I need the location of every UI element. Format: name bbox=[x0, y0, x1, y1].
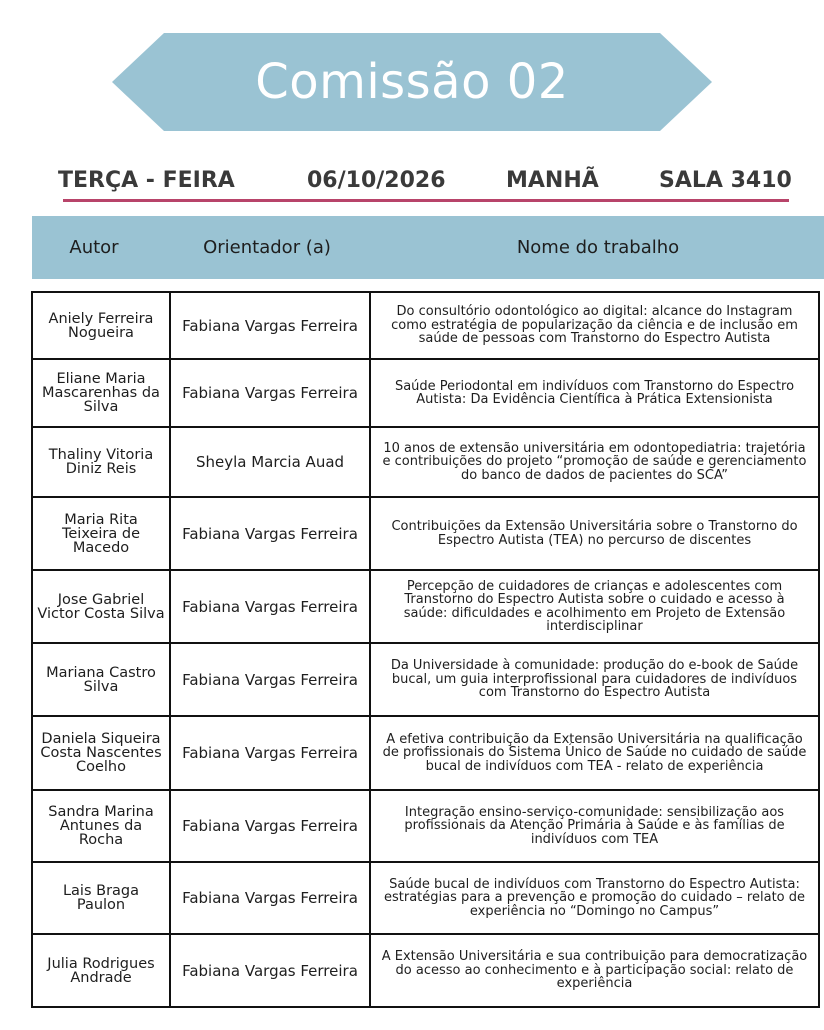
date-label: 06/10/2026 bbox=[307, 168, 446, 193]
author-cell: Eliane Maria Mascarenhas da Silva bbox=[32, 359, 170, 427]
author-cell: Aniely Ferreira Nogueira bbox=[32, 292, 170, 359]
author-cell: Daniela Siqueira Costa Nascentes Coelho bbox=[32, 716, 170, 790]
author-cell: Julia Rodrigues Andrade bbox=[32, 934, 170, 1007]
author-cell: Maria Rita Teixeira de Macedo bbox=[32, 497, 170, 570]
advisor-cell: Fabiana Vargas Ferreira bbox=[170, 862, 370, 934]
advisor-cell: Fabiana Vargas Ferreira bbox=[170, 359, 370, 427]
table-row bbox=[32, 427, 819, 497]
work-title-cell: A Extensão Universitária e sua contribuição para democratização do acesso ao conhecimento e à participação social: relato de experiência bbox=[370, 934, 819, 1007]
table-row bbox=[32, 643, 819, 716]
title-banner bbox=[112, 33, 712, 131]
author-cell: Mariana Castro Silva bbox=[32, 643, 170, 716]
work-title-cell: Do consultório odontológico ao digital: alcance do Instagram como estratégia de popularização da ciência e de inclusão em saúde de pessoas com Transtorno do Espectro Autista bbox=[370, 292, 819, 359]
work-title-cell: Percepção de cuidadores de crianças e adolescentes com Transtorno do Espectro Autista sobre o cuidado e acesso à saúde: dificuldades e acolhimento em Projeto de Extensão interdisciplinar bbox=[370, 570, 819, 643]
presentations-table bbox=[31, 291, 820, 1008]
work-title-cell: Saúde bucal de indivíduos com Transtorno do Espectro Autista: estratégias para a prevenção e promoção do cuidado – relato de experiência no “Domingo no Campus” bbox=[370, 862, 819, 934]
advisor-cell: Fabiana Vargas Ferreira bbox=[170, 292, 370, 359]
table-row bbox=[32, 497, 819, 570]
work-title-cell: 10 anos de extensão universitária em odontopediatria: trajetória e contribuições do projeto “promoção de saúde e gerenciamento do banco de dados de pacientes do SCA” bbox=[370, 427, 819, 497]
period-label: MANHÃ bbox=[506, 168, 599, 193]
work-title-cell: Saúde Periodontal em indivíduos com Transtorno do Espectro Autista: Da Evidência Científica à Prática Extensionista bbox=[370, 359, 819, 427]
advisor-cell: Sheyla Marcia Auad bbox=[170, 427, 370, 497]
table-row bbox=[32, 292, 819, 359]
column-header-author: Autor bbox=[69, 237, 119, 258]
table-row bbox=[32, 862, 819, 934]
day-label: TERÇA - FEIRA bbox=[58, 168, 235, 193]
table-body bbox=[32, 292, 819, 1007]
author-cell: Thaliny Vitoria Diniz Reis bbox=[32, 427, 170, 497]
table-row bbox=[32, 790, 819, 862]
table-header-band bbox=[32, 216, 824, 279]
room-label: SALA 3410 bbox=[659, 168, 792, 193]
table-row bbox=[32, 716, 819, 790]
column-header-work: Nome do trabalho bbox=[516, 237, 680, 258]
table-row bbox=[32, 359, 819, 427]
table-row bbox=[32, 934, 819, 1007]
work-title-cell: A efetiva contribuição da Extensão Universitária na qualificação de profissionais do Sistema Único de Saúde no cuidado de saúde bucal de indivíduos com TEA - relato de experiência bbox=[370, 716, 819, 790]
work-title-cell: Da Universidade à comunidade: produção do e-book de Saúde bucal, um guia interprofissional para cuidadores de indivíduos com Transtorno do Espectro Autista bbox=[370, 643, 819, 716]
table-row bbox=[32, 570, 819, 643]
page-title: Comissão 02 bbox=[255, 54, 569, 110]
advisor-cell: Fabiana Vargas Ferreira bbox=[170, 497, 370, 570]
work-title-cell: Contribuições da Extensão Universitária sobre o Transtorno do Espectro Autista (TEA) no percurso de discentes bbox=[370, 497, 819, 570]
advisor-cell: Fabiana Vargas Ferreira bbox=[170, 570, 370, 643]
advisor-cell: Fabiana Vargas Ferreira bbox=[170, 643, 370, 716]
advisor-cell: Fabiana Vargas Ferreira bbox=[170, 934, 370, 1007]
author-cell: Sandra Marina Antunes da Rocha bbox=[32, 790, 170, 862]
author-cell: Jose Gabriel Victor Costa Silva bbox=[32, 570, 170, 643]
advisor-cell: Fabiana Vargas Ferreira bbox=[170, 716, 370, 790]
author-cell: Lais Braga Paulon bbox=[32, 862, 170, 934]
header-underline bbox=[63, 199, 789, 202]
advisor-cell: Fabiana Vargas Ferreira bbox=[170, 790, 370, 862]
column-header-advisor: Orientador (a) bbox=[203, 237, 331, 258]
work-title-cell: Integração ensino-serviço-comunidade: sensibilização aos profissionais da Atenção Primária à Saúde e às famílias de indivíduos com TEA bbox=[370, 790, 819, 862]
